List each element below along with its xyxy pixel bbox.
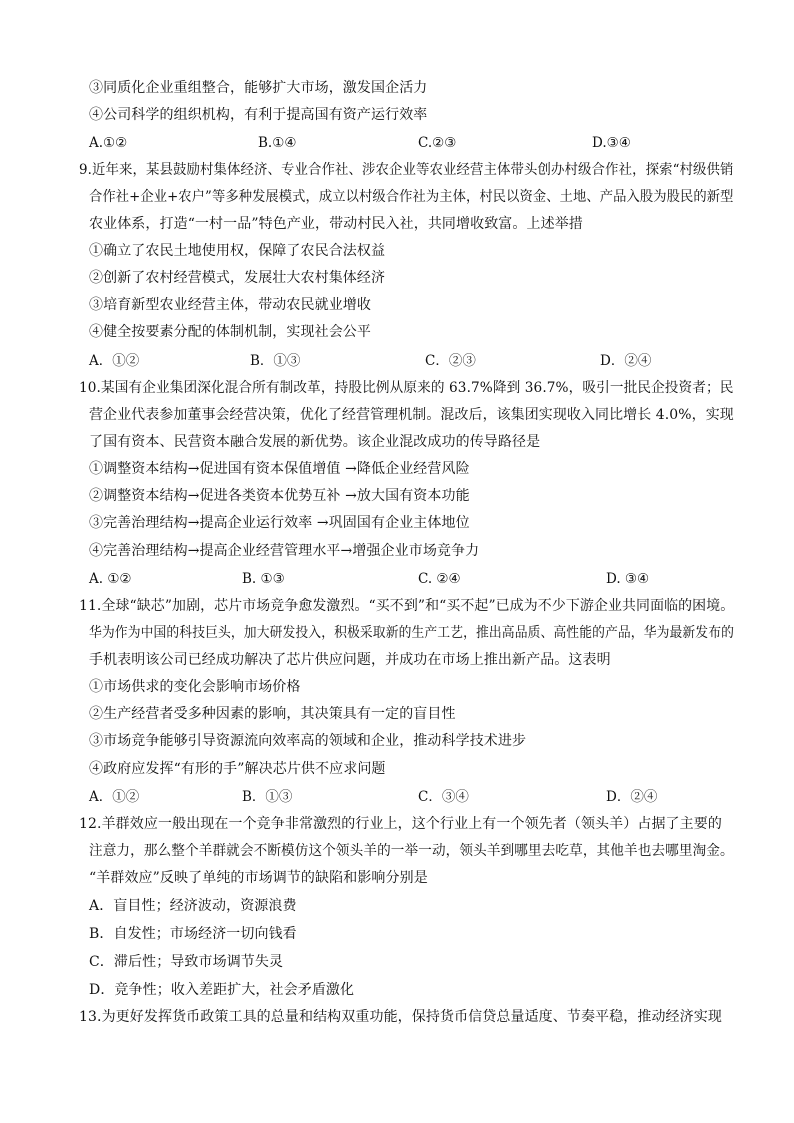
q12-stem-line-2: 注意力，那么整个羊群就会不断模仿这个领头羊的一举一动，领头羊到哪里去吃草，其他羊也去哪里淘金。	[89, 843, 734, 859]
q9-statement-4: ④健全按要素分配的体制机制，实现社会公平	[89, 324, 371, 340]
q11-option-b: B．①③	[242, 789, 293, 805]
q8-option-c: C.②③	[418, 135, 457, 151]
q11-option-a: A．①②	[89, 789, 140, 805]
q10-stem-line-3: 了国有资本、民营资本融合发展的新优势。该企业混改成功的传导路径是	[89, 434, 541, 450]
q11-stem-line-3: 手机表明该公司已经成功解决了芯片供应问题，并成功在市场上推出新产品。这表明	[89, 652, 611, 668]
q9-option-a: A．①②	[89, 353, 140, 369]
q10-option-d: D. ③④	[606, 571, 650, 587]
q12-stem-line-3: “羊群效应”反映了单纯的市场调节的缺陷和影响分别是	[89, 870, 428, 886]
q10-option-a: A. ①②	[89, 571, 132, 587]
q9-stem-line-1: 9.近年来，某县鼓励村集体经济、专业合作社、涉农企业等农业经营主体带头创办村级合作社，探索“村级供销	[79, 162, 734, 178]
q8-statement-3: ③同质化企业重组整合，能够扩大市场，激发国企活力	[89, 80, 428, 96]
q12-stem-line-1: 12.羊群效应一般出现在一个竞争非常激烈的行业上，这个行业上有一个领先者（领头羊）占据了主要的	[79, 816, 722, 832]
q10-stem-line-1: 10.某国有企业集团深化混合所有制改革，持股比例从原来的 63.7%降到 36.7%，吸引一批民企投资者；民	[79, 380, 734, 396]
q11-statement-2: ②生产经营者受多种因素的影响，其决策具有一定的盲目性	[89, 706, 456, 722]
q11-stem-line-2: 华为作为中国的科技巨头，加大研发投入，积极采取新的生产工艺，推出高品质、高性能的产品，华为最新发布的	[89, 625, 735, 641]
q8-statement-4: ④公司科学的组织机构，有利于提高国有资产运行效率	[89, 107, 428, 123]
q8-option-a: A.①②	[89, 135, 128, 151]
q11-statement-1: ①市场供求的变化会影响市场价格	[89, 679, 301, 695]
q8-option-d: D.③④	[592, 135, 631, 151]
q13-stem-line-1: 13.为更好发挥货币政策工具的总量和结构双重功能，保持货币信贷总量适度、节奏平稳，推动经济实现	[79, 1009, 722, 1025]
q10-statement-4: ④完善治理结构→提高企业经营管理水平→增强企业市场竞争力	[89, 543, 480, 559]
q11-option-d: D．②④	[606, 789, 658, 805]
q10-option-b: B. ①③	[242, 571, 285, 587]
q11-statement-3: ③市场竞争能够引导资源流向效率高的领域和企业，推动科学技术进步	[89, 733, 527, 749]
q9-option-b: B．①③	[250, 353, 301, 369]
q9-statement-1: ①确立了农民土地使用权，保障了农民合法权益	[89, 243, 386, 259]
q11-stem-line-1: 11.全球“缺芯”加剧，芯片市场竞争愈发激烈。“买不到”和“买不起”已成为不少下游企业共同面临的困境。	[79, 598, 735, 614]
q10-statement-3: ③完善治理结构→提高企业运行效率 →巩固国有企业主体地位	[89, 515, 470, 531]
q10-statement-2: ②调整资本结构→促进各类资本优势互补 →放大国有资本功能	[89, 488, 470, 504]
q9-statement-3: ③培育新型农业经营主体，带动农民就业增收	[89, 297, 371, 313]
q10-statement-1: ①调整资本结构→促进国有资本保值增值 →降低企业经营风险	[89, 461, 470, 477]
q9-statement-2: ②创新了农村经营模式，发展壮大农村集体经济	[89, 270, 386, 286]
q10-stem-line-2: 营企业代表参加董事会经营决策，优化了经营管理机制。混改后，该集团实现收入同比增长 4.0%，实现	[89, 407, 734, 423]
q12-option-d: D．竞争性；收入差距扩大，社会矛盾激化	[89, 982, 355, 998]
q11-statement-4: ④政府应发挥“有形的手”解决芯片供不应求问题	[89, 761, 386, 777]
q9-stem-line-2: 合作社+企业+农户”等多种发展模式，成立以村级合作社为主体，村民以资金、土地、产品入股为股民的新型	[89, 189, 734, 205]
q12-option-c: C．滞后性；导致市场调节失灵	[89, 954, 284, 970]
q9-stem-line-3: 农业体系，打造“一村一品”特色产业，带动村民入社，共同增收致富。上述举措	[89, 216, 583, 232]
q12-option-a: A．盲目性；经济波动，资源浪费	[89, 898, 297, 914]
q8-option-b: B.①④	[258, 135, 297, 151]
q12-option-b: B．自发性；市场经济一切向钱看	[89, 926, 297, 942]
q10-option-c: C. ②④	[418, 571, 461, 587]
q11-option-c: C．③④	[418, 789, 469, 805]
q9-option-c: C．②③	[425, 353, 476, 369]
q9-option-d: D．②④	[600, 353, 652, 369]
